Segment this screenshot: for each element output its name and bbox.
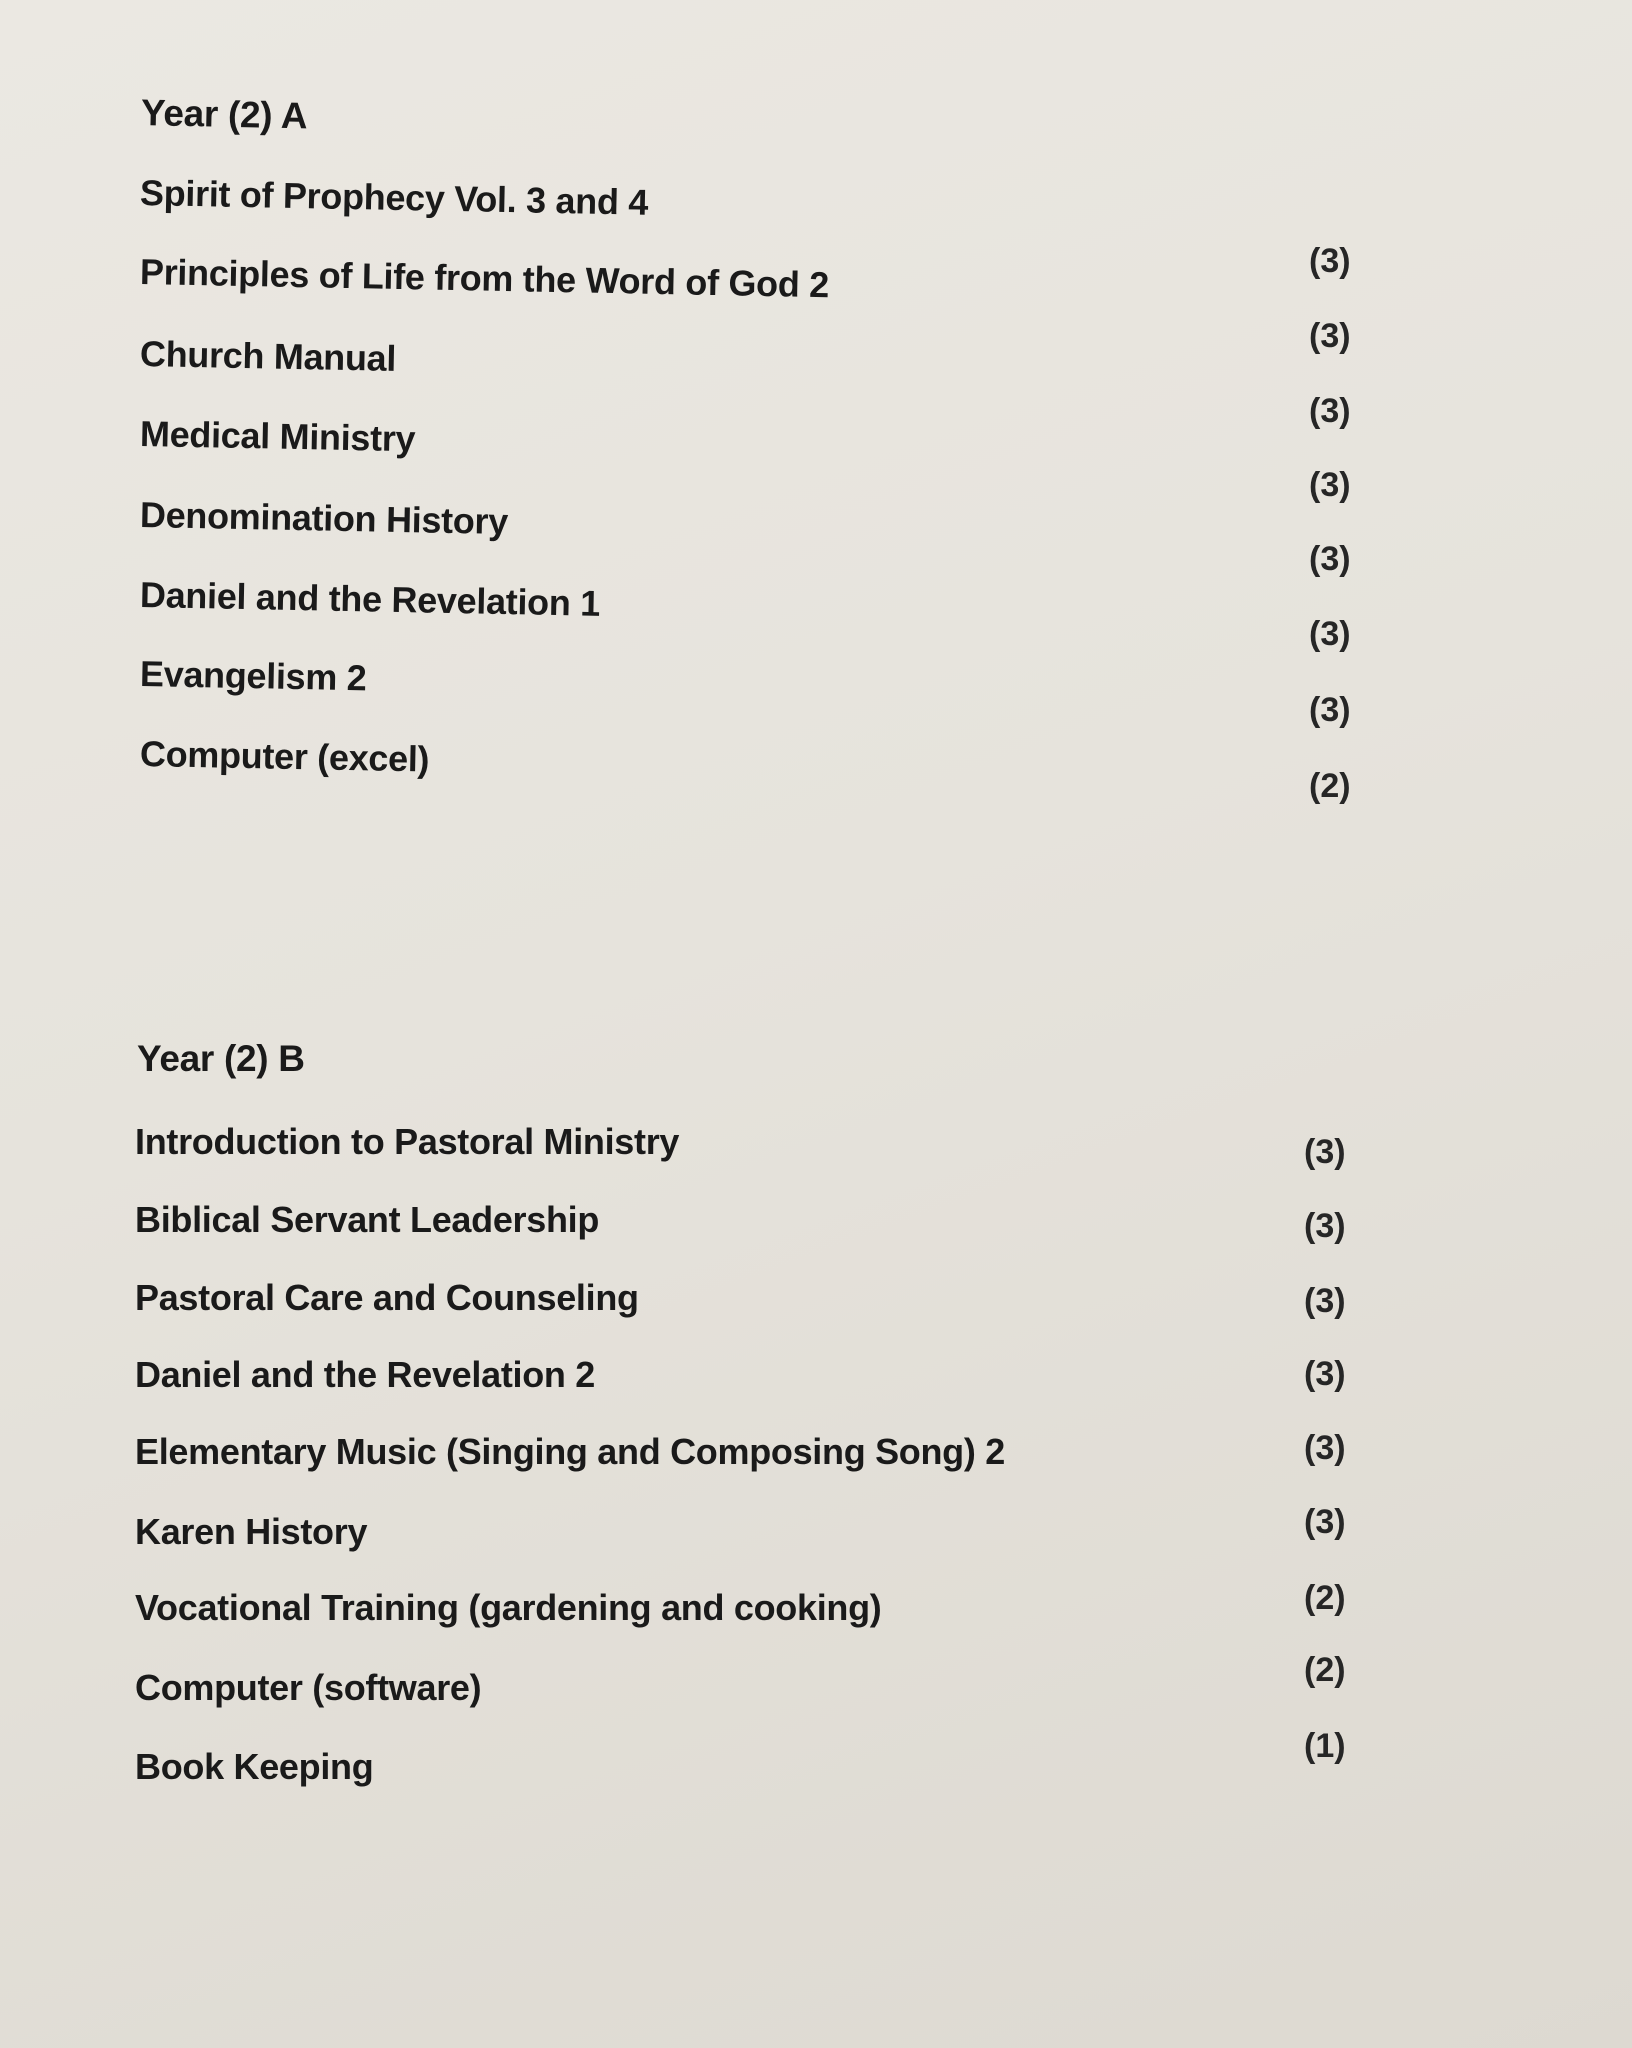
course-credit: (1): [1304, 1727, 1346, 1765]
course-name: Pastoral Care and Counseling: [135, 1277, 639, 1318]
course-credit: (3): [1309, 466, 1351, 504]
course-name: Computer (software): [135, 1667, 482, 1708]
course-name: Introduction to Pastoral Ministry: [135, 1121, 680, 1162]
course-credit: (3): [1309, 691, 1351, 729]
course-name: Evangelism 2: [139, 653, 367, 699]
course-credit: (3): [1309, 540, 1351, 578]
course-name: Vocational Training (gardening and cooking): [135, 1587, 882, 1628]
course-credit: (3): [1309, 242, 1351, 280]
course-credit: (3): [1304, 1503, 1346, 1541]
year-2a-heading: Year (2) A: [140, 92, 308, 137]
course-name: Spirit of Prophecy Vol. 3 and 4: [139, 172, 649, 223]
year-2b-heading: Year (2) B: [137, 1038, 305, 1079]
course-credit: (2): [1304, 1651, 1346, 1689]
course-name: Book Keeping: [135, 1746, 374, 1787]
course-name: Church Manual: [139, 333, 397, 379]
course-credit: (2): [1309, 767, 1351, 805]
course-credit: (3): [1304, 1133, 1346, 1171]
course-credit: (3): [1309, 317, 1351, 355]
course-name: Denomination History: [139, 494, 509, 543]
course-credit: (2): [1304, 1579, 1346, 1617]
course-credit: (3): [1304, 1207, 1346, 1245]
course-name: Biblical Servant Leadership: [135, 1199, 600, 1240]
course-name: Daniel and the Revelation 1: [139, 574, 601, 624]
course-credit: (3): [1304, 1355, 1346, 1393]
course-name: Daniel and the Revelation 2: [135, 1354, 596, 1395]
course-credit: (3): [1304, 1429, 1346, 1467]
course-credit: (3): [1309, 392, 1351, 430]
course-name: Karen History: [135, 1511, 368, 1552]
course-name: Principles of Life from the Word of God 2: [139, 251, 830, 306]
course-name: Computer (excel): [139, 733, 430, 780]
course-credit: (3): [1304, 1282, 1346, 1320]
course-credit: (3): [1309, 615, 1351, 653]
course-name: Medical Ministry: [139, 413, 416, 460]
course-name: Elementary Music (Singing and Composing Song) 2: [135, 1431, 1005, 1472]
